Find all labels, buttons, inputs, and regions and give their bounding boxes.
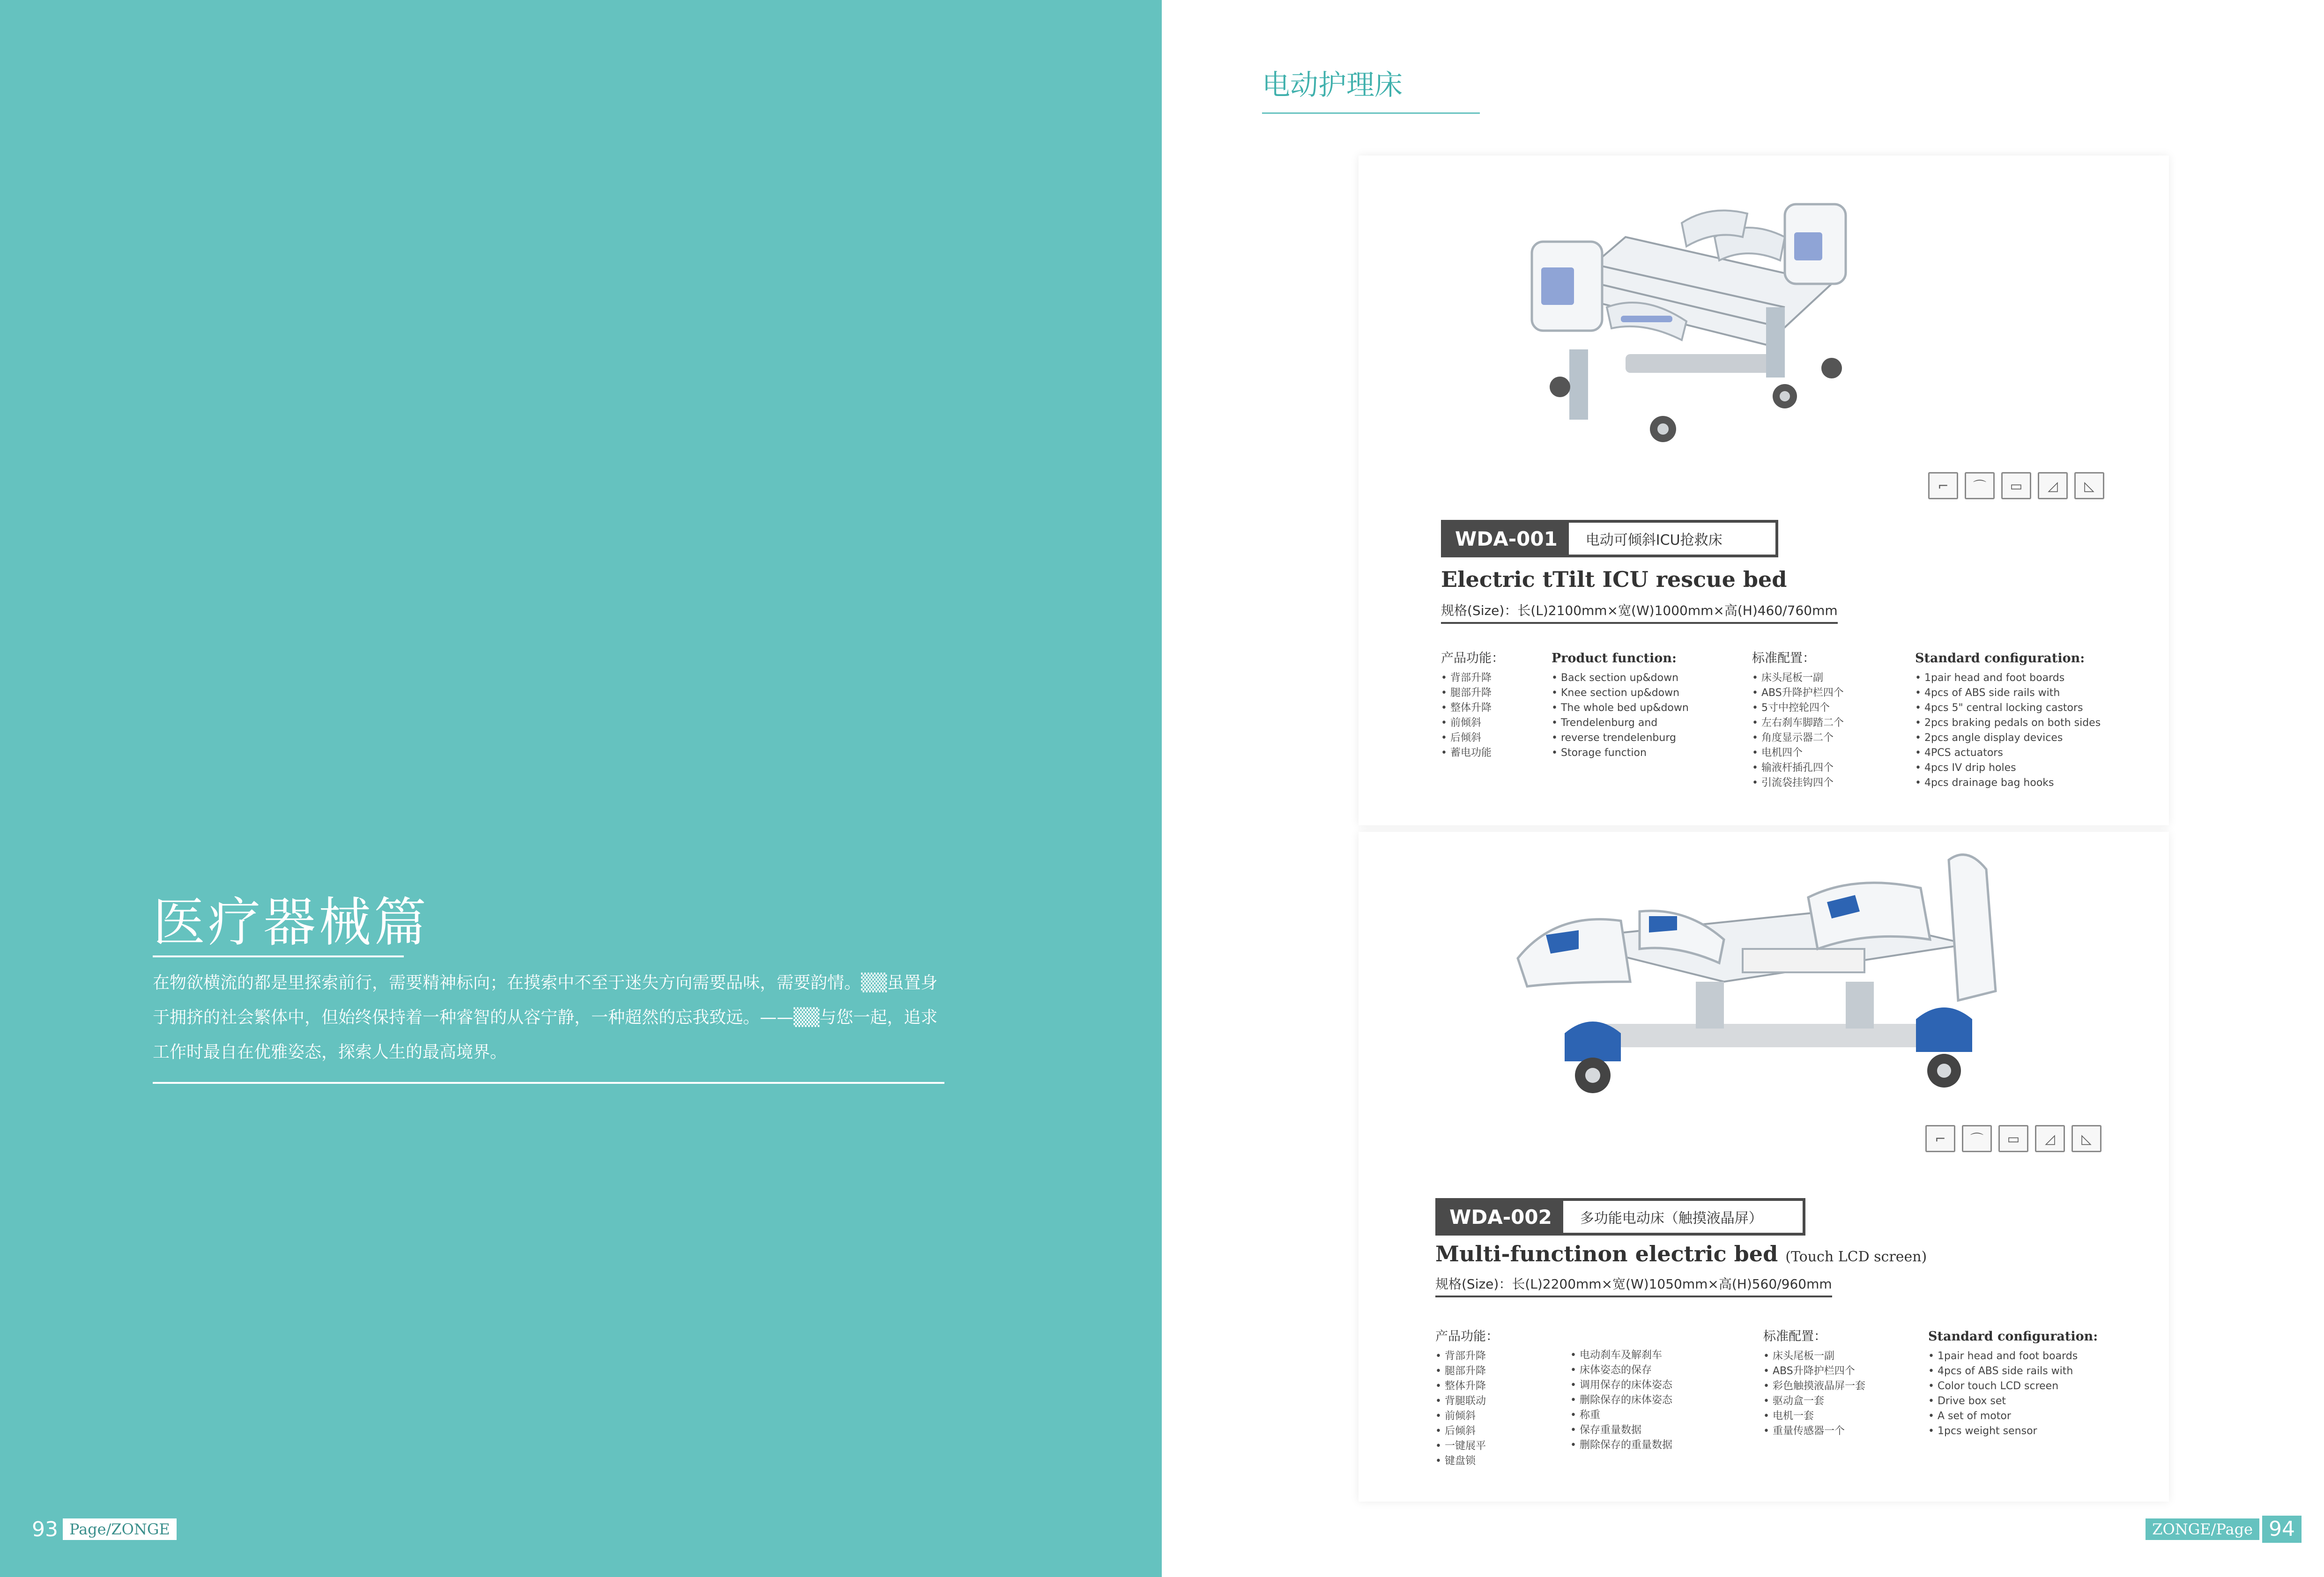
list-item: • 驱动盒一套	[1763, 1394, 1865, 1409]
section-title: 电动护理床	[1262, 69, 1403, 102]
knee-raise-icon: ⌒	[1962, 1125, 1992, 1152]
page-number: 93	[32, 1517, 58, 1541]
list-item: • 一键展平	[1435, 1439, 1499, 1454]
list-item: • 4pcs of ABS side rails with	[1915, 686, 2101, 701]
list-item: • Knee section up&down	[1552, 686, 1689, 701]
reverse-trendelenburg-icon: ◺	[2074, 472, 2104, 499]
back-raise-icon: ⌐	[1925, 1125, 1955, 1152]
page-number: 94	[2262, 1516, 2302, 1543]
list-item: • 4PCS actuators	[1915, 746, 2101, 761]
list-item: • 整体升降	[1441, 701, 1504, 716]
function-cn-column	[1435, 1329, 1499, 1469]
function-cn-column	[1441, 651, 1504, 761]
model-en-name	[1441, 567, 1787, 592]
intro-paragraph: 在物欲横流的都是里探索前行，需要精神标向；在摸索中不至于迷失方向需要品味，需要韵情。▒▒虽置身于拥挤的社会繁体中，但始终保持着一种睿智的从容宁静，一种超然的忘我致远。——▒▒与您一起，追求工作时最自在优雅姿态，探索人生的最高境界。	[153, 973, 938, 1062]
en-name-text: Multi-functinon electric bed	[1435, 1241, 1778, 1266]
product-card-wda-002	[1359, 832, 2169, 1502]
function-cn-heading: 产品功能：	[1435, 1329, 1499, 1344]
list-item: • ABS升降护栏四个	[1763, 1364, 1865, 1379]
list-item: • 2pcs angle display devices	[1915, 731, 2101, 746]
config-en-column	[1915, 651, 2101, 791]
position-icons	[1928, 472, 2104, 499]
model-bar	[1435, 1198, 1805, 1236]
config-en-heading: Standard configuration:	[1915, 651, 2085, 666]
list-item: • Drive box set	[1928, 1394, 2098, 1409]
model-cn-name: 电动可倾斜ICU抢救床	[1585, 532, 1723, 548]
list-item: • 背部升降	[1441, 671, 1504, 686]
function-en-heading: Product function:	[1552, 651, 1677, 666]
list-item: • 腿部升降	[1441, 686, 1504, 701]
list-item: • 背腿联动	[1435, 1394, 1499, 1409]
trendelenburg-icon: ◿	[2035, 1125, 2065, 1152]
list-item: • 保存重量数据	[1570, 1423, 1672, 1438]
list-item: • 键盘锁	[1435, 1454, 1499, 1469]
model-cn-name: 多功能电动床（触摸液晶屏）	[1580, 1210, 1763, 1227]
list-item: • 删除保存的床体姿态	[1570, 1393, 1672, 1408]
list-item: • 床体姿态的保存	[1570, 1363, 1672, 1378]
list-item: • 床头尾板一副	[1752, 671, 1844, 686]
list-item: • The whole bed up&down	[1552, 701, 1689, 716]
list-item: • 5寸中控轮四个	[1752, 701, 1844, 716]
list-item: • 前倾斜	[1435, 1409, 1499, 1424]
height-adjust-icon: ▭	[1998, 1125, 2028, 1152]
list-item: • 称重	[1570, 1408, 1672, 1423]
trendelenburg-icon: ◿	[2038, 472, 2068, 499]
height-adjust-icon: ▭	[2001, 472, 2031, 499]
list-item: • 床头尾板一副	[1763, 1349, 1865, 1364]
list-item: • 4pcs IV drip holes	[1915, 761, 2101, 776]
knee-raise-icon: ⌒	[1965, 472, 1995, 499]
list-item: • 腿部升降	[1435, 1364, 1499, 1379]
config-cn-heading: 标准配置：	[1763, 1329, 1827, 1344]
list-item: • Trendelenburg and	[1552, 716, 1689, 731]
function-en-column	[1552, 651, 1689, 761]
list-item: • 电机四个	[1752, 746, 1844, 761]
size-spec: 规格(Size)：长(L)2200mm×宽(W)1050mm×高(H)560/960mm	[1435, 1274, 1832, 1297]
list-item: • 删除保存的重量数据	[1570, 1438, 1672, 1453]
list-item: • A set of motor	[1928, 1409, 2098, 1424]
list-item: • Color touch LCD screen	[1928, 1379, 2098, 1394]
list-item: • 重量传感器一个	[1763, 1424, 1865, 1439]
config-cn-heading: 标准配置：	[1752, 651, 1815, 666]
icu-bed-photo	[1504, 167, 1869, 471]
list-item: • 调用保存的床体姿态	[1570, 1378, 1672, 1393]
list-item: • 整体升降	[1435, 1379, 1499, 1394]
en-name-text: Electric tTilt ICU rescue bed	[1441, 567, 1787, 592]
product-card-wda-001	[1359, 155, 2169, 825]
list-item: • 后倾斜	[1441, 731, 1504, 746]
back-raise-icon: ⌐	[1928, 472, 1958, 499]
position-icons	[1925, 1125, 2101, 1152]
list-item: • 角度显示器二个	[1752, 731, 1844, 746]
list-item: • 输液杆插孔四个	[1752, 761, 1844, 776]
section-underline	[1262, 112, 1480, 114]
list-item: • 引流袋挂钩四个	[1752, 776, 1844, 791]
reverse-trendelenburg-icon: ◺	[2072, 1125, 2101, 1152]
list-item: • 左右刹车脚踏二个	[1752, 716, 1844, 731]
page-label: Page/ZONGE	[63, 1518, 177, 1540]
list-item: • 蓄电功能	[1441, 746, 1504, 761]
intro-divider	[153, 1082, 944, 1084]
config-en-column	[1928, 1329, 2098, 1439]
size-spec: 规格(Size)：长(L)2100mm×宽(W)1000mm×高(H)460/760mm	[1441, 600, 1838, 624]
list-item: • 电动刹车及解刹车	[1570, 1348, 1672, 1363]
page-label: ZONGE/Page	[2146, 1518, 2259, 1540]
model-bar	[1441, 520, 1778, 557]
list-item: • ABS升降护栏四个	[1752, 686, 1844, 701]
list-item: • 4pcs of ABS side rails with	[1928, 1364, 2098, 1379]
list-item: • 1pair head and foot boards	[1928, 1349, 2098, 1364]
list-item: • 4pcs drainage bag hooks	[1915, 776, 2101, 791]
model-code: WDA-002	[1438, 1201, 1563, 1233]
list-item: • reverse trendelenburg	[1552, 731, 1689, 746]
list-item: • 1pcs weight sensor	[1928, 1424, 2098, 1439]
config-cn-column	[1752, 651, 1844, 791]
list-item: • 4pcs 5" central locking castors	[1915, 701, 2101, 716]
model-code: WDA-001	[1444, 523, 1569, 555]
list-item: • 1pair head and foot boards	[1915, 671, 2101, 686]
config-cn-column	[1763, 1329, 1865, 1439]
en-name-sub: (Touch LCD screen)	[1785, 1249, 1927, 1265]
list-item: • Back section up&down	[1552, 671, 1689, 686]
list-item: • 前倾斜	[1441, 716, 1504, 731]
chapter-title: 医疗器械篇	[153, 892, 429, 953]
list-item: • 背部升降	[1435, 1349, 1499, 1364]
list-item: • 彩色触摸液晶屏一套	[1763, 1379, 1865, 1394]
multifunction-bed-photo	[1499, 841, 2033, 1108]
list-item: • 2pcs braking pedals on both sides	[1915, 716, 2101, 731]
config-en-heading: Standard configuration:	[1928, 1329, 2098, 1344]
page-footer-right	[2146, 1516, 2302, 1543]
list-item: • Storage function	[1552, 746, 1689, 761]
function-cn-column-2	[1570, 1348, 1672, 1453]
list-item: • 后倾斜	[1435, 1424, 1499, 1439]
function-cn-heading: 产品功能：	[1441, 651, 1504, 666]
page-footer-left	[32, 1516, 177, 1543]
list-item: • 电机一套	[1763, 1409, 1865, 1424]
chapter-underline	[153, 955, 404, 957]
model-en-name	[1435, 1241, 1927, 1266]
